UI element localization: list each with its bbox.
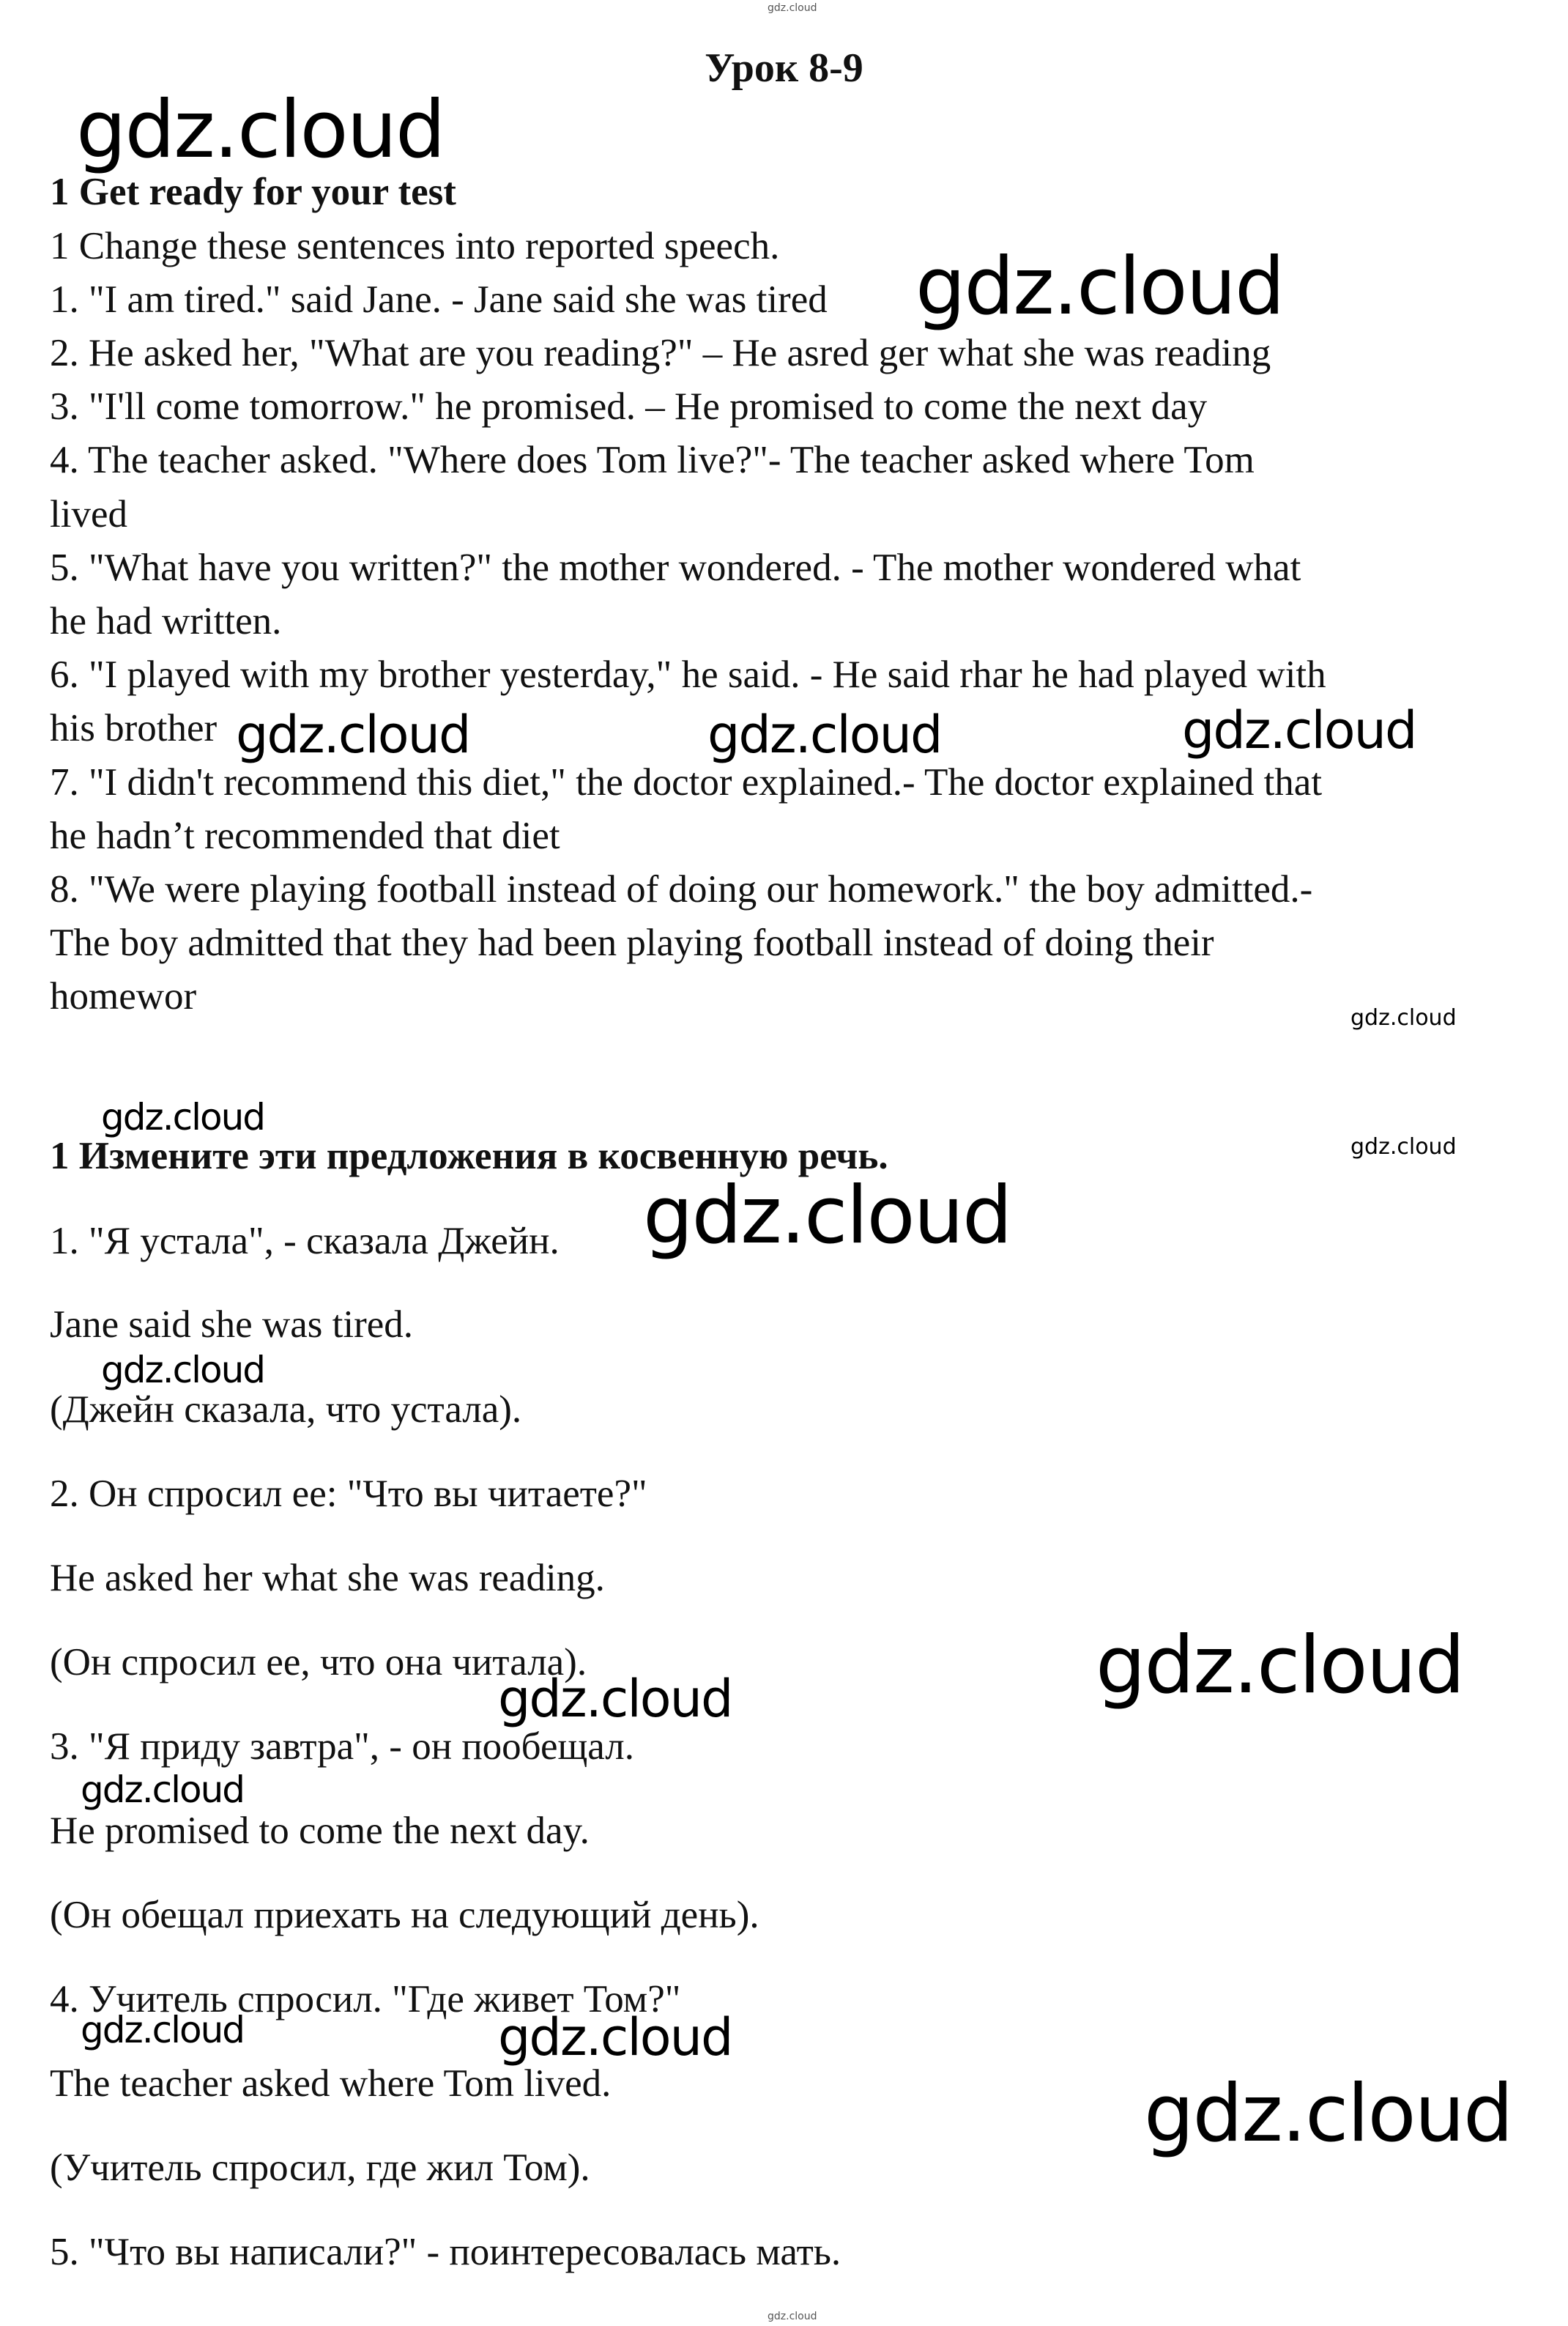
text-line: homewor [50,975,197,1018]
text-line: 1. "Я устала", - сказала Джейн. [50,1220,560,1262]
text-line: he hadn’t recommended that diet [50,815,560,857]
watermark: gdz.cloud [1350,1134,1457,1160]
page-title: Урок 8-9 [705,45,863,91]
text-line: The boy admitted that they had been playing football instead of doing their [50,922,1214,964]
text-line: 2. Он спросил ее: "Что вы читаете?" [50,1473,647,1515]
section-en-heading: 1 Get ready for your test [50,171,456,213]
watermark: gdz.cloud [1350,1005,1457,1031]
text-line: 6. "I played with my brother yesterday," he said. - He said rhar he had played with [50,653,1326,696]
watermark: gdz.cloud [915,241,1284,333]
text-line: The teacher asked where Tom lived. [50,2062,612,2105]
text-line: 5. "Что вы написали?" - поинтересовалась мать. [50,2231,841,2273]
watermark: gdz.cloud [81,1768,245,1811]
text-line: 2. He asked her, "What are you reading?" – He asred ger what she was reading [50,332,1271,374]
watermark: gdz.cloud [498,1669,732,1729]
text-line: He promised to come the next day. [50,1810,590,1852]
top-watermark: gdz.cloud [768,2,817,14]
text-line: 7. "I didn't recommend this diet," the doctor explained.- The doctor explained that [50,761,1323,804]
watermark: gdz.cloud [1144,2068,1512,2160]
text-line: 4. The teacher asked. "Where does Tom live?"- The teacher asked where Tom [50,439,1255,481]
text-line: Jane said she was tired. [50,1303,413,1346]
text-line: 3. "I'll come tomorrow." he promised. – He promised to come the next day [50,385,1208,428]
section-en-instruction: 1 Change these sentences into reported speech. [50,225,780,267]
text-line: (Он обещал приехать на следующий день). [50,1894,759,1936]
watermark: gdz.cloud [81,2009,245,2051]
watermark: gdz.cloud [76,84,445,176]
section-ru-heading: 1 Измените эти предложения в косвенную речь. [50,1135,888,1177]
watermark: gdz.cloud [236,705,470,765]
text-line: (Учитель спросил, где жил Том). [50,2147,590,2189]
watermark: gdz.cloud [707,705,942,765]
text-line: lived [50,493,127,536]
text-line: 3. "Я приду завтра", - он пообещал. [50,1725,634,1768]
text-line: He asked her what she was reading. [50,1557,605,1599]
text-line: his brother [50,707,218,749]
text-line: (Он спросил ее, что она читала). [50,1641,587,1684]
watermark: gdz.cloud [1096,1620,1464,1711]
watermark: gdz.cloud [643,1170,1011,1262]
watermark: gdz.cloud [498,2007,732,2067]
text-line: (Джейн сказала, что устала). [50,1388,522,1431]
text-line: 1. "I am tired." said Jane. - Jane said she was tired [50,278,828,321]
watermark: gdz.cloud [768,2311,817,2322]
text-line: he had written. [50,600,282,642]
text-line: 5. "What have you written?" the mother wondered. - The mother wondered what [50,547,1301,589]
watermark: gdz.cloud [101,1349,265,1391]
watermark: gdz.cloud [101,1096,265,1138]
text-line: 4. Учитель спросил. "Где живет Том?" [50,1978,681,2021]
watermark: gdz.cloud [1182,700,1416,760]
text-line: 8. "We were playing football instead of doing our homework." the boy admitted.- [50,868,1313,911]
